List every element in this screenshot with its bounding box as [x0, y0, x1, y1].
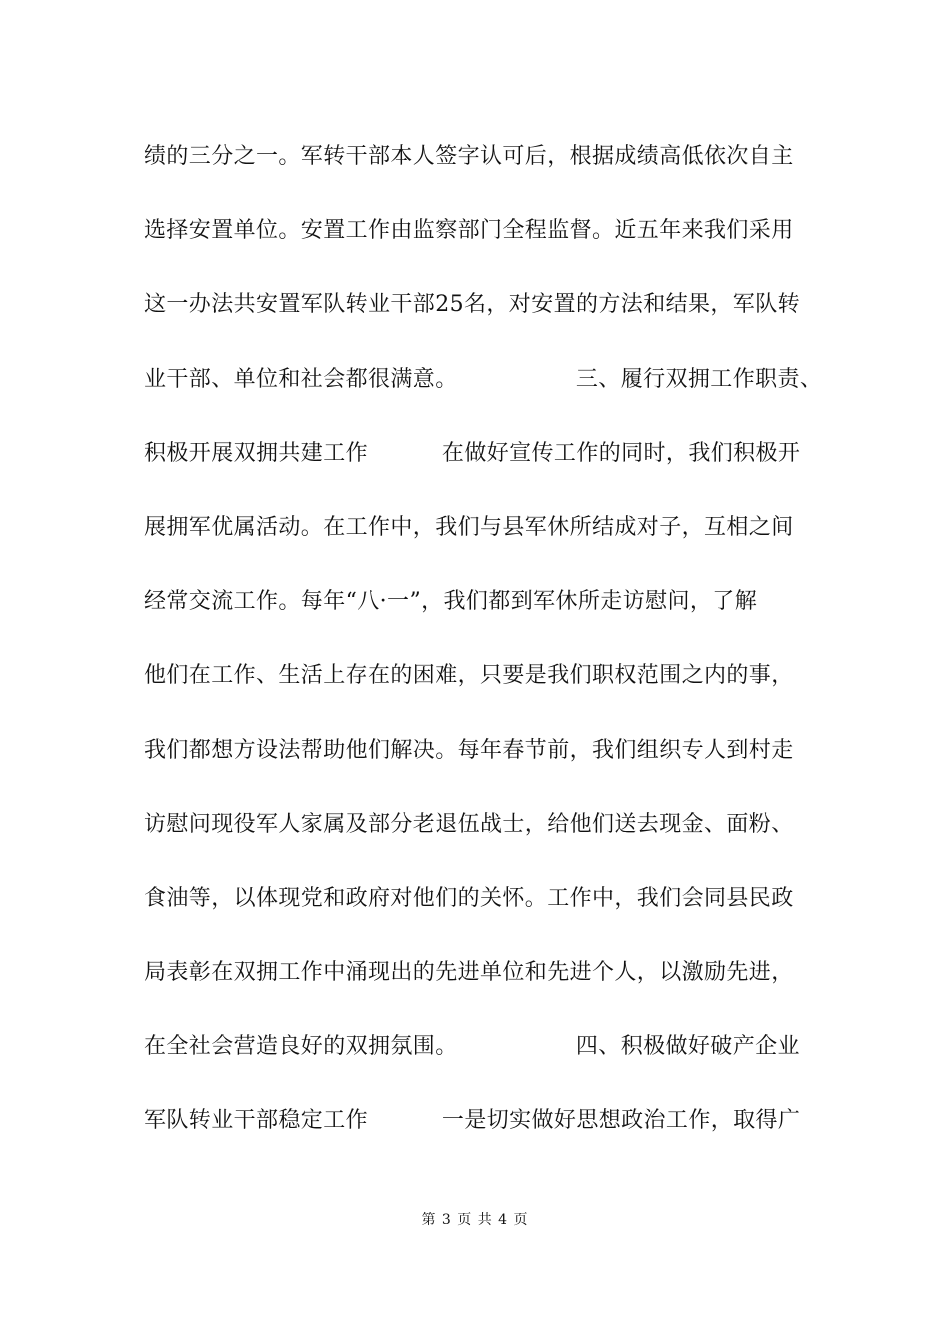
text-line: 在全社会营造良好的双拥氛围。 四、积极做好破产企业	[144, 1034, 800, 1060]
text-line: 访慰问现役军人家属及部分老退伍战士，给他们送去现金、面粉、	[144, 811, 794, 837]
text-line: 经常交流工作。每年“八·一”，我们都到军休所走访慰问，了解	[144, 589, 758, 615]
text-line: 这一办法共安置军队转业干部25名，对安置的方法和结果，军队转	[144, 292, 800, 318]
body-text	[144, 135, 844, 1174]
text-line: 他们在工作、生活上存在的困难，只要是我们职权范围之内的事，	[144, 663, 794, 689]
text-line: 绩的三分之一。军转干部本人签字认可后，根据成绩高低依次自主	[144, 144, 794, 169]
text-line: 食油等，以体现党和政府对他们的关怀。工作中，我们会同县民政	[144, 885, 794, 911]
text-line: 我们都想方设法帮助他们解决。每年春节前，我们组织专人到村走	[144, 737, 794, 763]
text-line: 军队转业干部稳定工作 一是切实做好思想政治工作，取得广	[144, 1108, 801, 1134]
text-line: 业干部、单位和社会都很满意。 三、履行双拥工作职责、	[144, 366, 823, 392]
text-line: 积极开展双拥共建工作 在做好宣传工作的同时，我们积极开	[144, 440, 801, 466]
text-line: 局表彰在双拥工作中涌现出的先进单位和先进个人，以激励先进，	[144, 960, 794, 986]
text-line: 选择安置单位。安置工作由监察部门全程监督。近五年来我们采用	[144, 218, 794, 244]
page-number-footer: 第 3 页 共 4 页	[421, 1212, 529, 1228]
text-line: 展拥军优属活动。在工作中，我们与县军休所结成对子，互相之间	[144, 514, 794, 540]
